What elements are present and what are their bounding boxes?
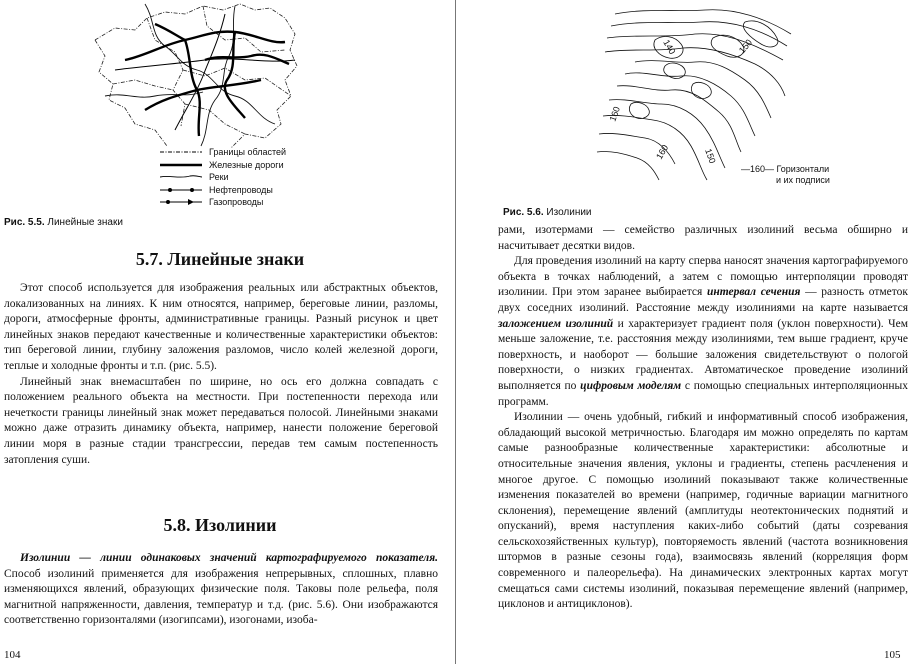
legend-item-rivers [160, 171, 360, 184]
term-interval: интервал сечения [706, 286, 801, 299]
term-spacing: заложением изолиний [498, 317, 614, 330]
paragraph: рами, изотермами — семейство различных изолиний весьма обширно и насчитывает десятки видов. [498, 224, 908, 252]
legend-label: Границы областей [209, 147, 287, 158]
paragraph-text: Способ изолиний применяется для изображения непрерывных, сплошных, плавно изменяющихся явлений, образующих физические поля. Таковы поле рельефа, поля магнитной напряженности, давления, температур и т.д. (рис. 5.6). Они изображаются соответственно горизонталями (изогипсами), изогонами, изоба- [4, 567, 438, 627]
section-heading-5-8: 5.8. Изолинии [163, 515, 277, 535]
paragraph-text: Для проведения изолиний на карту сперва наносят значения картографируемого объекта в точках наблюдений, а затем с помощью интерполяции проводят изолинии. При этом заранее выбирается [498, 255, 908, 299]
thick-line-icon [160, 160, 202, 170]
thin-line-icon [160, 172, 202, 182]
contour-label: 160 [607, 105, 623, 123]
legend-label: Газопроводы [209, 197, 264, 208]
region-boundaries [95, 4, 297, 148]
caption-text: Изолинии [543, 207, 592, 218]
contour-label-group [607, 37, 754, 164]
right-page [460, 0, 912, 664]
paragraph: Линейный знак внемасштабен по ширине, но ось его должна совпадать с положением реального объекта на местности. При постепенности перехода или нечеткости границы линейный знак может передаваться полосой. Линейными знаками можно даже отразить динамику объекта, например, нанести положение береговой линии моря в разные стадии трансгрессии, передав тем самым постепенность затопления суши. [4, 375, 438, 466]
section-5-8-body [4, 551, 438, 629]
section-5-7-body [4, 281, 438, 468]
isolines-legend [741, 164, 830, 186]
caption-number: Рис. 5.6. [503, 207, 544, 218]
legend-item-oil-pipelines [160, 184, 360, 197]
legend-item-region-boundaries [160, 146, 360, 159]
term-digital-models: цифровым моделям [580, 379, 682, 392]
figure-caption [503, 207, 592, 218]
paragraph-text: — разность отметок двух соседних изолиний. Расстояние между изолиниями на карте называется [498, 286, 908, 314]
caption-text: Линейные знаки [44, 217, 123, 228]
paragraph: Этот способ используется для изображения реальных или абстрактных объектов, локализованных на линиях. К ним относятся, например, береговые линии, разломы, дороги, атмосферные фронты, административные границы. Разный рисунок и цвет линейных знаков передают качественные и количественные характеристики объектов: тип береговой линии, глубину заложения разломов, число колей железной дороги, теплые и холодные фронты и т.п. (рис. 5.5). [4, 282, 438, 372]
rivers [105, 4, 275, 146]
legend-item-railways [160, 159, 360, 172]
contour-label: 150 [736, 37, 755, 56]
definition-term: Изолинии — линии одинаковых значений картографируемого показателя. [20, 552, 438, 564]
legend-sub-label: и их подписи [776, 175, 830, 185]
paragraph: Изолинии — очень удобный, гибкий и информативный способ изображения, обладающий высокой метричностью. Благодаря им можно определять по картам самые разнообразные количественные характеристики: абсолютные и относительные значения явления, уклоны и градиенты, степень расчленения и многое другое. С помощью изолиний показывают также количественные изменения показателей во времени (например, годичные вариации магнитного склонения), перемещение явлений (амплитуды неотектонических поднятий и опусканий), время наступления каких-либо событий (даты созревания сельскохозяйственных культур), повторяемость явлений (частота возникновения штормов в разные сезоны года), взаимосвязь явлений (корреляция форм современного и палеорельефа). На динамических электронных картах могут смещаться сами системы изолиний, показывая перемещение явлений (например, циклонов и антициклонов). [498, 411, 908, 611]
paragraph [498, 254, 908, 410]
page-number: 105 [884, 649, 901, 661]
figure-legend [160, 146, 360, 209]
legend-line-label: —160— Горизонтали [741, 164, 830, 174]
page-number: 104 [4, 649, 21, 661]
pipelines [115, 14, 295, 130]
legend-label: Железные дороги [209, 159, 284, 170]
page-gutter [455, 0, 456, 664]
figure-caption [4, 217, 123, 228]
legend-label: Нефтепроводы [209, 184, 273, 195]
linear-signs-map-figure [85, 0, 305, 150]
dot-line-icon [160, 185, 202, 195]
left-page [0, 0, 452, 664]
contour-lines [597, 10, 791, 180]
railways [125, 24, 289, 136]
caption-number: Рис. 5.5. [4, 217, 45, 228]
dash-dot-line-icon [160, 147, 202, 157]
paragraph-text: с помощью специальных интерполяционных программ. [498, 379, 908, 408]
paragraph-text: и характеризует градиент поля (уклон поверхности). Чем меньше заложение, т.е. расстояния между изолиниями, тем выше градиент, круче поверхность, и наоборот — большие заложения свидетельствуют о пологой поверхности, о низких градиентах. Автоматическое проведение изолиний выполняется по [498, 317, 908, 392]
contour-label: 140 [661, 38, 678, 57]
legend-label: Реки [209, 172, 229, 183]
right-page-body [498, 223, 908, 613]
contour-label: 160 [654, 142, 671, 161]
arrow-line-icon [160, 197, 202, 207]
section-heading-5-7: 5.7. Линейные знаки [135, 249, 305, 269]
paragraph [4, 551, 438, 629]
isolines-contour-figure [595, 4, 795, 182]
legend-item-gas-pipelines [160, 196, 360, 209]
contour-label: 150 [703, 147, 718, 165]
